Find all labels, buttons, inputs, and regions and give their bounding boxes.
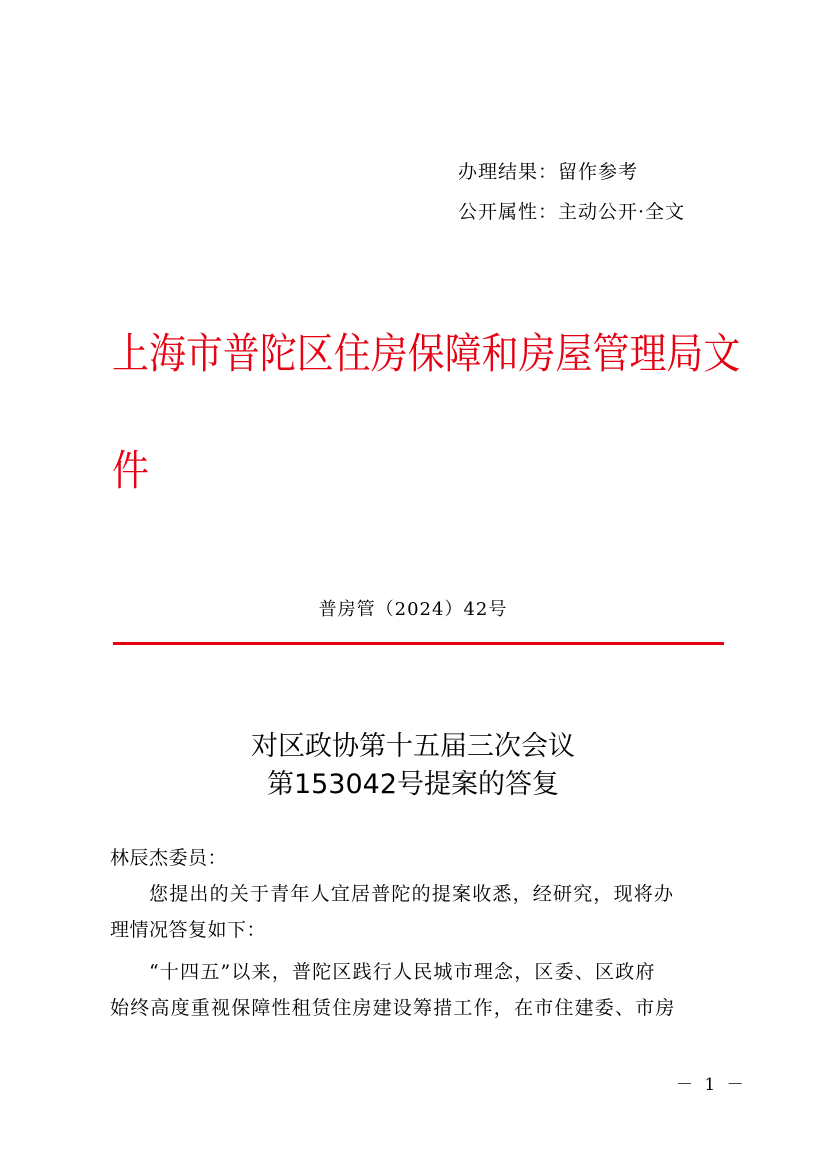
body-line: 始终高度重视保障性租赁住房建设筹措工作，在市住建委、市房 (110, 997, 676, 1019)
document-title-line1: 对区政协第十五届三次会议 (251, 731, 575, 762)
page-number: － 1 － (676, 1075, 747, 1095)
salutation: 林辰杰委员： (110, 847, 228, 869)
red-separator-line (113, 642, 724, 645)
issuing-authority-title-continued: 件 (112, 446, 149, 495)
body-line: 您提出的关于青年人宜居普陀的提案收悉，经研究，现将办 (149, 883, 675, 905)
handling-result: 办理结果：留作参考 (458, 161, 639, 183)
body-line: “十四五”以来，普陀区践行人民城市理念，区委、区政府 (149, 961, 656, 983)
document-number: 普房管（2024）42号 (318, 599, 508, 620)
issuing-authority-title: 上海市普陀区住房保障和房屋管理局文 (112, 329, 741, 378)
body-line: 理情况答复如下： (110, 919, 267, 941)
document-title-line2: 第153042号提案的答复 (266, 769, 560, 800)
disclosure-attribute: 公开属性：主动公开·全文 (458, 201, 686, 223)
